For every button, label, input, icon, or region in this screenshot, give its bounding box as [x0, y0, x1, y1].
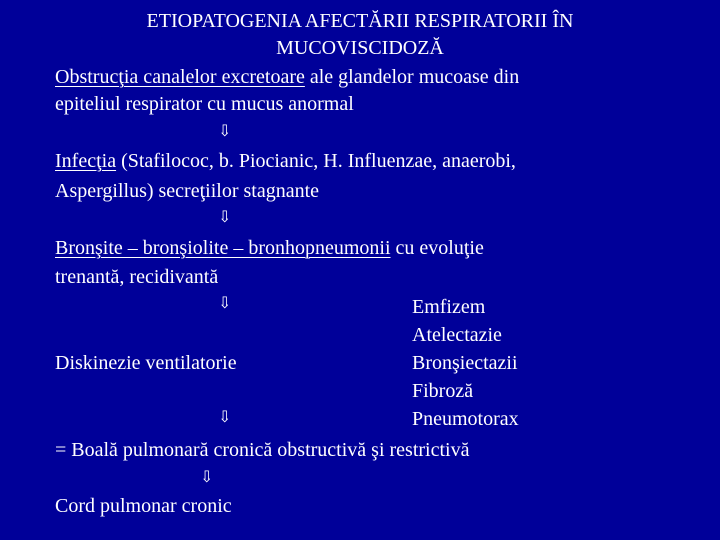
- step3-line2: trenantă, recidivantă: [55, 266, 219, 288]
- step1-line2: epiteliul respirator cu mucus anormal: [55, 93, 354, 115]
- down-arrow-icon: ⇩: [218, 123, 232, 140]
- step2-line1: [55, 148, 516, 175]
- diskinezie-ventilatorie: Diskinezie ventilatorie: [55, 352, 237, 374]
- step3-rest: cu evoluţie: [390, 237, 484, 259]
- complication-pneumotorax: Pneumotorax: [412, 408, 519, 430]
- complication-atelectazie: Atelectazie: [412, 324, 502, 346]
- step1-rest: ale glandelor mucoase din: [304, 66, 520, 88]
- step2-rest: (Stafilococ, b. Piocianic, H. Influenzae, anaerobi,: [116, 150, 516, 172]
- step3-underlined: Bronşite – bronşiolite – bronhopneumonii: [55, 237, 391, 259]
- complication-fibroza: Fibroză: [412, 380, 474, 402]
- step1-line1: [55, 64, 519, 91]
- down-arrow-icon: ⇩: [218, 295, 232, 312]
- down-arrow-icon: ⇩: [200, 469, 214, 486]
- title-line-1: ETIOPATOGENIA AFECTĂRII RESPIRATORII ÎN: [146, 10, 574, 32]
- step2-line2: Aspergillus) secreţiilor stagnante: [55, 180, 320, 202]
- step2-underlined: Infecţia: [55, 150, 117, 172]
- complication-bronsiectazii: Bronşiectazii: [412, 352, 518, 374]
- down-arrow-icon: ⇩: [218, 209, 232, 226]
- down-arrow-icon: ⇩: [218, 409, 232, 426]
- step1-underlined: Obstrucţia canalelor excretoare: [55, 66, 305, 88]
- final-statement: Cord pulmonar cronic: [55, 495, 232, 517]
- title-line-2: MUCOVISCIDOZĂ: [276, 37, 444, 59]
- result-statement: = Boală pulmonară cronică obstructivă şi restrictivă: [55, 439, 470, 461]
- complication-emfizem: Emfizem: [412, 296, 486, 318]
- slide-title: [0, 8, 720, 62]
- step3-line1: [55, 235, 484, 262]
